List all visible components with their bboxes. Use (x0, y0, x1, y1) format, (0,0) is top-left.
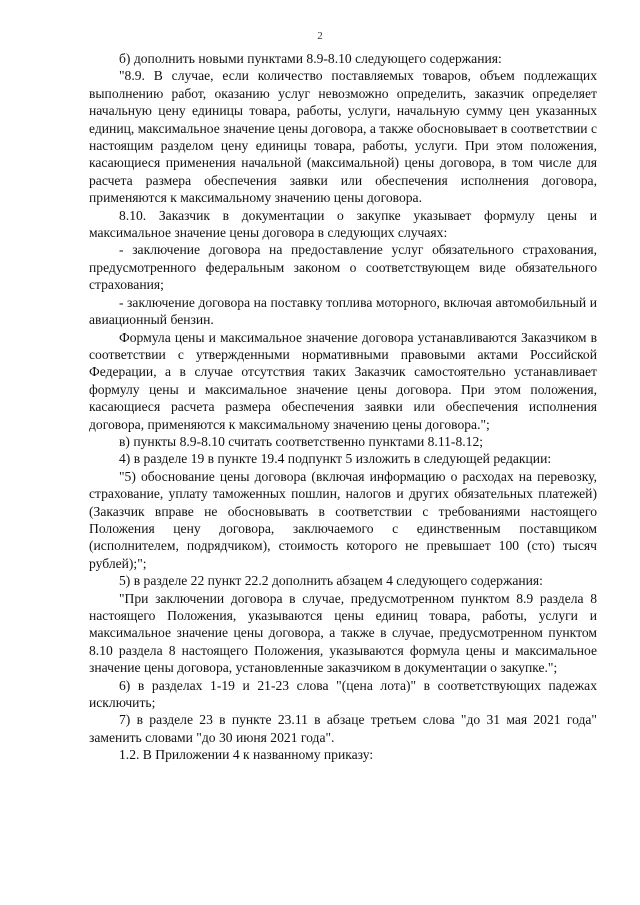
paragraph-item-6: 6) в разделах 1-19 и 21-23 слова "(цена лота)" в соответствующих падежах исключить; (89, 677, 597, 711)
paragraph-renumber-v: в) пункты 8.9-8.10 считать соответственно пунктами 8.11-8.12; (119, 433, 484, 449)
list-item-fuel-text: заключение договора на поставку топлива моторного, включая автомобильный и авиационный бензин. (89, 294, 597, 328)
paragraph-item-4: 4) в разделе 19 в пункте 19.4 подпункт 5 изложить в следующей редакции: (119, 451, 552, 467)
bullet-dash: - (119, 242, 124, 258)
paragraph-price-formula: Формула цены и максимальное значение договора устанавливаются Заказчиком в соответствии с утвержденными нормативными правовыми актами Российской Федерации, а в случае отсутствия таких Заказчик самостоятельно устанавливает формулу цены и максимальное значение цены договора. При этом положения, касающиеся расчета размера обеспечения заявки или обеспечения исполнения договора, применяются к максимальному значению цены договора."; (89, 329, 597, 432)
paragraph-contract-conclusion: "При заключении договора в случае, предусмотренном пунктом 8.9 раздела 8 настоящего Положения, указываются цены единиц товара, работы, услуги и максимальное значение цены договора, а также в случае, предусмотренном пунктом 8.10 раздела 8 настоящего Положения, указываются формула цены и максимальное значение цены договора, установленные заказчиком в документации о закупке."; (89, 590, 597, 676)
document-body (89, 50, 597, 764)
bullet-dash: - (119, 294, 124, 310)
list-item-insurance (89, 241, 597, 293)
page-number: 2 (317, 30, 323, 42)
paragraph-subitem-5: "5) обоснование цены договора (включая информацию о расходах на перевозку, страхование, уплату таможенных пошлин, налогов и других обязательных платежей) (Заказчик вправе не обосновывать в соответствии с требованиями настоящего Положения цену договора, заключаемого с единственным поставщиком (исполнителем, подрядчиком), стоимость которого не превышает 100 (сто) тысяч рублей);"; (89, 468, 597, 571)
list-item-fuel (89, 294, 597, 329)
paragraph-1-2: 1.2. В Приложении 4 к названному приказу: (119, 747, 374, 763)
paragraph-item-7: 7) в разделе 23 в пункте 23.11 в абзаце третьем слова "до 31 мая 2021 года" заменить словами "до 30 июня 2021 года". (89, 712, 597, 745)
paragraph-intro-b: б) дополнить новыми пунктами 8.9-8.10 следующего содержания: (119, 51, 502, 66)
paragraph-8-9: "8.9. В случае, если количество поставляемых товаров, объем подлежащих выполнению работ, оказанию услуг невозможно определить, заказчик определяет начальную цену единицы товара, работы, услуги, начальную сумму цен указанных единиц, максимальное значение цены договора, а также обосновывает в соответствии с настоящим разделом цену единицы товара, работы, услуги. При этом положения, касающиеся применения начальной (максимальной) цены договора, в том числе для расчета размера обеспечения заявки или обеспечения исполнения договора, применяются к максимальному значению цены договора. (89, 68, 597, 206)
list-item-insurance-text: заключение договора на предоставление услуг обязательного страхования, предусмотренного федеральным законом о соответствующем виде обязательного страхования; (89, 242, 597, 293)
paragraph-item-5: 5) в разделе 22 пункт 22.2 дополнить абзацем 4 следующего содержания: (119, 573, 543, 589)
paragraph-8-10: 8.10. Заказчик в документации о закупке указывает формулу цены и максимальное значение цены договора в следующих случаях: (89, 207, 597, 241)
